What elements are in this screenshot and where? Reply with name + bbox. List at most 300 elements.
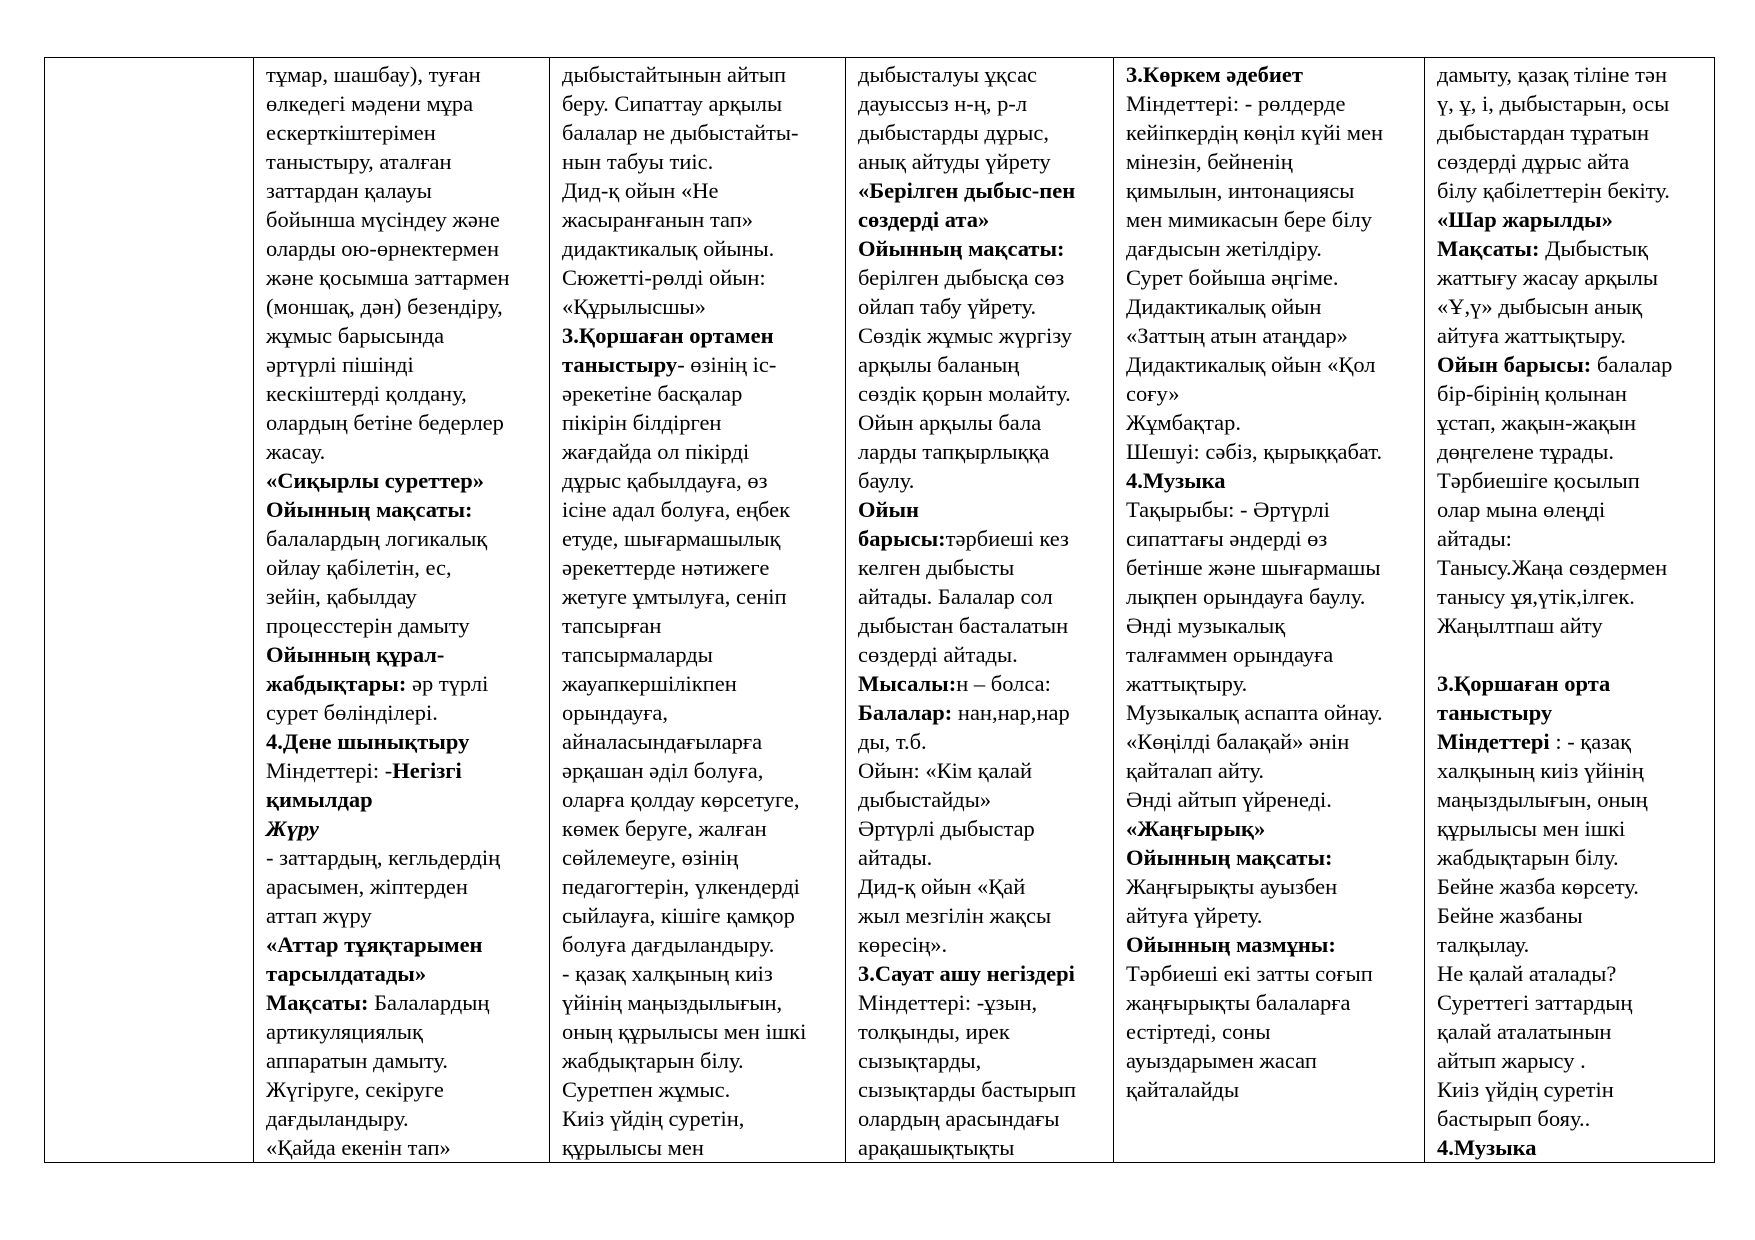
text-line	[858, 1046, 1103, 1075]
text-line	[1126, 60, 1414, 89]
text-line	[266, 785, 539, 814]
text-line	[562, 466, 835, 495]
table-cell-col3	[846, 58, 1114, 1163]
text-line	[1126, 379, 1414, 408]
text-run: Жаңғырықты ауызбен	[1126, 874, 1338, 899]
text-run: тарсылдатады»	[266, 961, 427, 986]
text-line	[1437, 1046, 1704, 1075]
text-line	[858, 292, 1103, 321]
text-run: «Сиқырлы суреттер»	[266, 468, 485, 493]
text-run: Тақырыбы: - Әртүрлі	[1126, 497, 1330, 522]
text-run: айналасындағыларға	[562, 729, 763, 754]
text-run: тапсырған	[562, 613, 662, 638]
text-line	[266, 466, 539, 495]
text-run: жетуге ұмтылуға, сеніп	[562, 584, 787, 609]
text-line	[1437, 437, 1704, 466]
text-run: берілген дыбысқа сөз	[858, 265, 1065, 290]
text-run: 3.Көркем әдебиет	[1126, 62, 1303, 87]
text-line	[266, 959, 539, 988]
text-line	[266, 669, 539, 698]
text-run: Сюжетті-рөлді ойын:	[562, 265, 766, 290]
text-line	[562, 176, 835, 205]
text-run: «Ұ,ү» дыбысын анық	[1437, 294, 1643, 319]
text-line	[1126, 292, 1414, 321]
text-line	[266, 292, 539, 321]
text-run: айтады. Балалар сол	[858, 584, 1053, 609]
text-run: Мысалы:	[858, 671, 957, 696]
table-cell-col5	[1425, 58, 1715, 1163]
text-run: жабдықтарын білу.	[1437, 845, 1619, 870]
text-run: айтуға үйрету.	[1126, 903, 1263, 928]
text-run: баулу.	[858, 468, 915, 493]
text-run: Танысу.Жаңа сөздермен	[1437, 555, 1668, 580]
text-run: 3.Сауат ашу негіздері	[858, 961, 1075, 986]
text-line	[562, 669, 835, 698]
text-run: айтады.	[858, 845, 933, 870]
text-run: жағдайда ол пікірді	[562, 439, 750, 464]
text-line	[562, 1017, 835, 1046]
text-run: «Берілген дыбыс-пен	[858, 178, 1076, 203]
text-run: таныстыру	[562, 352, 678, 377]
text-run: Ойынның мақсаты:	[858, 236, 1065, 261]
table-cell-col4	[1114, 58, 1425, 1163]
text-run: Бейне жазба көрсету.	[1437, 874, 1639, 899]
text-run: сөздерді айтады.	[858, 642, 1018, 667]
text-line	[1126, 611, 1414, 640]
table-row	[45, 58, 1715, 1163]
text-run: құрылысы мен	[562, 1135, 704, 1160]
text-line	[266, 1017, 539, 1046]
text-line	[562, 379, 835, 408]
text-run: Сөздік жұмыс жүргізу	[858, 323, 1072, 348]
lesson-plan-table	[44, 57, 1715, 1163]
text-run: нын табуы тиіс.	[562, 149, 714, 174]
text-run: көресің».	[858, 932, 948, 957]
text-line	[562, 118, 835, 147]
text-run: жұмыс барысында	[266, 323, 445, 348]
text-line	[266, 930, 539, 959]
text-line	[1437, 756, 1704, 785]
text-run: талқылау.	[1437, 932, 1530, 957]
text-line	[562, 263, 835, 292]
text-line	[1437, 901, 1704, 930]
text-line	[858, 785, 1103, 814]
text-line	[1126, 553, 1414, 582]
text-line	[1126, 524, 1414, 553]
text-line	[1437, 524, 1704, 553]
text-line	[1126, 727, 1414, 756]
text-line	[1437, 669, 1704, 698]
text-run: Жұмбақтар.	[1126, 410, 1241, 435]
text-run: - қазақ халқының киіз	[562, 961, 773, 986]
text-run: барысы:	[858, 526, 946, 551]
text-line	[1126, 698, 1414, 727]
text-line	[858, 756, 1103, 785]
text-line	[1126, 1075, 1414, 1104]
text-line	[858, 118, 1103, 147]
text-line	[1437, 466, 1704, 495]
text-line	[562, 408, 835, 437]
text-line	[266, 205, 539, 234]
text-run: Дидактикалық ойын	[1126, 294, 1322, 319]
text-run: Суреттегі заттардың	[1437, 990, 1633, 1015]
text-line	[266, 988, 539, 1017]
text-run: ескерткіштерімен	[266, 120, 436, 145]
text-line	[562, 205, 835, 234]
text-line	[562, 292, 835, 321]
text-run: көмек беруге, жалған	[562, 816, 767, 841]
text-line	[1126, 495, 1414, 524]
text-line	[858, 1133, 1103, 1162]
text-line	[1126, 350, 1414, 379]
text-run: - заттардың, кегльдердің	[266, 845, 501, 870]
text-run: ды, т.б.	[858, 729, 927, 754]
text-run: Міндеттері: - рөлдерде	[1126, 91, 1346, 116]
text-line	[562, 727, 835, 756]
text-run: жасау.	[266, 439, 326, 464]
text-run: 3.Қоршаған ортамен	[562, 323, 774, 348]
text-line	[266, 814, 539, 843]
text-run: бетінше және шығармашы	[1126, 555, 1381, 580]
text-line	[266, 640, 539, 669]
text-line	[1437, 1017, 1704, 1046]
text-run: Дид-қ ойын «Қай	[858, 874, 1026, 899]
text-line	[858, 350, 1103, 379]
text-run: «Шар жарылды»	[1437, 207, 1613, 232]
text-run: сурет бөлінділері.	[266, 700, 438, 725]
text-run: Әртүрлі дыбыстар	[858, 816, 1035, 841]
text-run: оларға қолдау көрсетуге,	[562, 787, 800, 812]
text-run: артикуляциялық	[266, 1019, 423, 1044]
text-line	[1437, 89, 1704, 118]
text-run: жаңғырықты балаларға	[1126, 990, 1351, 1015]
text-line	[1437, 147, 1704, 176]
text-run: кейіпкердің көңіл күйі мен	[1126, 120, 1384, 145]
text-line	[266, 698, 539, 727]
text-line	[1126, 930, 1414, 959]
text-run: Дыбыстық	[1539, 236, 1649, 261]
text-run: Сурет бойыша әңгіме.	[1126, 265, 1339, 290]
text-run: нан,нар,нар	[952, 700, 1070, 725]
text-line	[266, 553, 539, 582]
text-run: Ойынның мазмұны:	[1126, 932, 1336, 957]
text-line	[858, 814, 1103, 843]
text-line	[266, 901, 539, 930]
text-line	[858, 60, 1103, 89]
text-line	[858, 988, 1103, 1017]
text-line	[266, 437, 539, 466]
text-run: дұрыс қабылдауға, өз	[562, 468, 768, 493]
text-line	[858, 901, 1103, 930]
text-line	[266, 176, 539, 205]
text-run: арақашықтықты	[858, 1135, 1015, 1160]
text-line	[562, 234, 835, 263]
text-line	[1126, 205, 1414, 234]
text-line	[858, 611, 1103, 640]
text-line	[1437, 553, 1704, 582]
text-line	[1126, 466, 1414, 495]
text-line	[1437, 640, 1704, 669]
text-run: жаттығу жасау арқылы	[1437, 265, 1658, 290]
text-line	[562, 698, 835, 727]
text-line	[1437, 1104, 1704, 1133]
text-line	[1126, 234, 1414, 263]
text-line	[1437, 843, 1704, 872]
text-run: 3.Қоршаған орта	[1437, 671, 1611, 696]
text-run: (моншақ, дән) безендіру,	[266, 294, 503, 319]
text-line	[1437, 611, 1704, 640]
text-line	[1126, 669, 1414, 698]
text-run: Бейне жазбаны	[1437, 903, 1583, 928]
text-line	[562, 611, 835, 640]
text-line	[1126, 872, 1414, 901]
text-run: Ойын	[858, 497, 919, 522]
text-run: : - қазақ	[1549, 729, 1632, 754]
text-line	[1126, 147, 1414, 176]
text-line	[1437, 727, 1704, 756]
text-line	[858, 495, 1103, 524]
text-run: дауыссыз н-ң, р-л	[858, 91, 1028, 116]
text-run: әрекеттерде нәтижеге	[562, 555, 770, 580]
text-run: мен мимикасын бере білу	[1126, 207, 1372, 232]
text-run: 4.Дене шынықтыру	[266, 729, 470, 754]
text-line	[562, 814, 835, 843]
text-line	[266, 89, 539, 118]
text-run: мінезін, бейненің	[1126, 149, 1293, 174]
text-run: пікірін білдірген	[562, 410, 722, 435]
text-run: арқылы баланың	[858, 352, 1020, 377]
text-run: қимылдар	[266, 787, 373, 812]
text-line	[1437, 814, 1704, 843]
text-run: ісіне адал болуға, еңбек	[562, 497, 791, 522]
text-run: дыбыстайды»	[858, 787, 992, 812]
text-line	[266, 872, 539, 901]
text-line	[266, 1104, 539, 1133]
text-line	[858, 408, 1103, 437]
text-run: Жүру	[266, 816, 319, 841]
text-run: орындауға,	[562, 700, 669, 725]
text-run: Дид-қ ойын «Не	[562, 178, 719, 203]
text-line	[858, 698, 1103, 727]
text-run: ойлау қабілетін, ес,	[266, 555, 452, 580]
text-line	[1437, 350, 1704, 379]
text-run: Жүгіруге, секіруге	[266, 1077, 444, 1102]
text-run: естіртеді, соны	[1126, 1019, 1271, 1044]
text-line	[1126, 582, 1414, 611]
text-run: таныстыру, аталған	[266, 149, 452, 174]
text-line	[1437, 60, 1704, 89]
text-line	[858, 176, 1103, 205]
text-line	[858, 1104, 1103, 1133]
text-line	[858, 959, 1103, 988]
text-run: «Аттар тұяқтарымен	[266, 932, 483, 957]
text-run: өлкедегі мәдени мұра	[266, 91, 474, 116]
text-line	[266, 350, 539, 379]
text-run: Балалар:	[858, 700, 953, 725]
text-run: сөздік қорын молайту.	[858, 381, 1071, 406]
text-run: Ойынның құрал-	[266, 642, 445, 667]
text-line	[858, 553, 1103, 582]
text-line	[858, 1017, 1103, 1046]
text-run: халқының киіз үйінің	[1437, 758, 1644, 783]
text-line	[1126, 901, 1414, 930]
text-run: процесстерін дамыту	[266, 613, 470, 638]
text-line	[562, 60, 835, 89]
text-line	[562, 582, 835, 611]
text-run: балалардың логикалық	[266, 526, 488, 551]
text-line	[858, 843, 1103, 872]
text-line	[1126, 785, 1414, 814]
text-run: оларды ою-өрнектермен	[266, 236, 500, 261]
text-run: білу қабілеттерін бекіту.	[1437, 178, 1670, 203]
text-run: әрқашан әділ болуға,	[562, 758, 764, 783]
text-line	[858, 582, 1103, 611]
text-line	[858, 466, 1103, 495]
text-run: тапсырмаларды	[562, 642, 713, 667]
text-run: ларды тапқырлыққа	[858, 439, 1050, 464]
text-run: болуға дағдыландыру.	[562, 932, 775, 957]
text-line	[1437, 988, 1704, 1017]
text-line	[266, 495, 539, 524]
text-line	[562, 350, 835, 379]
text-run: «Көңілді балақай» әнін	[1126, 729, 1350, 754]
text-run: ұстап, жақын-жақын	[1437, 410, 1637, 435]
text-run: тұмар, шашбау), туған	[266, 62, 481, 87]
text-run: Ойын: «Кім қалай	[858, 758, 1033, 783]
text-line	[1126, 756, 1414, 785]
text-run: келген дыбысты	[858, 555, 1015, 580]
text-run: н – болса:	[956, 671, 1051, 696]
text-line	[1437, 263, 1704, 292]
text-run: дамыту, қазақ тіліне тән	[1437, 62, 1667, 87]
text-run: әрекетіне басқалар	[562, 381, 743, 406]
text-run: жабдықтарын білу.	[562, 1048, 744, 1073]
text-run: Киіз үйдің суретін	[1437, 1077, 1614, 1102]
text-line	[858, 640, 1103, 669]
text-line	[858, 379, 1103, 408]
text-line	[1126, 263, 1414, 292]
text-run: жаттықтыру.	[1126, 671, 1248, 696]
text-run: әртүрлі пішінді	[266, 352, 414, 377]
text-run: талғаммен орындауға	[1126, 642, 1334, 667]
text-line	[562, 495, 835, 524]
text-line	[1437, 379, 1704, 408]
text-run: Мақсаты:	[1437, 236, 1540, 261]
text-run: анық айтуды үйрету	[858, 149, 1051, 174]
empty-label-cell	[45, 58, 254, 1163]
text-line	[562, 1046, 835, 1075]
text-run: дыбыстарды дұрыс,	[858, 120, 1050, 145]
text-run: етуде, шығармашылық	[562, 526, 781, 551]
text-run: ү, ұ, і, дыбыстарын, осы	[1437, 91, 1670, 116]
text-line	[858, 1075, 1103, 1104]
text-line	[562, 756, 835, 785]
text-line	[1437, 292, 1704, 321]
text-run: жауапкершілікпен	[562, 671, 737, 696]
text-line	[1126, 437, 1414, 466]
text-line	[562, 872, 835, 901]
text-line	[562, 147, 835, 176]
text-line	[1126, 640, 1414, 669]
text-run: Ойынның мақсаты:	[1126, 845, 1333, 870]
text-line	[858, 930, 1103, 959]
text-run: дыбыстан басталатын	[858, 613, 1069, 638]
text-run: ауыздарымен жасап	[1126, 1048, 1317, 1073]
text-line	[1437, 959, 1704, 988]
text-run: «Қайда екенін тап»	[266, 1135, 451, 1160]
text-run: дағдыландыру.	[266, 1106, 409, 1131]
text-run: сызықтарды,	[858, 1048, 982, 1073]
text-run: Киіз үйдің суретін,	[562, 1106, 745, 1131]
text-run: - өзінің іс-	[677, 352, 777, 377]
text-line	[1126, 89, 1414, 118]
text-run: Не қалай аталады?	[1437, 961, 1617, 986]
text-run: Музыкалық аспапта ойнау.	[1126, 700, 1383, 725]
text-run: дыбыстардан тұратын	[1437, 120, 1649, 145]
text-run: кескіштерді қолдану,	[266, 381, 467, 406]
text-line	[562, 640, 835, 669]
text-run: қайталап айту.	[1126, 758, 1265, 783]
text-line	[858, 89, 1103, 118]
text-run: Суретпен жұмыс.	[562, 1077, 731, 1102]
text-line	[266, 379, 539, 408]
text-run: 4.Музыка	[1126, 468, 1226, 493]
text-line	[858, 727, 1103, 756]
text-line	[266, 611, 539, 640]
text-run: Тәрбиешіге қосылып	[1437, 468, 1640, 493]
text-line	[1126, 321, 1414, 350]
text-line	[562, 843, 835, 872]
text-run: аттап жүру	[266, 903, 372, 928]
text-line	[1437, 321, 1704, 350]
text-run: бір-бірінің қолынан	[1437, 381, 1627, 406]
text-line	[562, 437, 835, 466]
text-run: бастырып бояу..	[1437, 1106, 1591, 1131]
text-run: соғу»	[1126, 381, 1180, 406]
text-run: арасымен, жіптерден	[266, 874, 468, 899]
text-line	[562, 988, 835, 1017]
text-run: маңыздылығын, оның	[1437, 787, 1648, 812]
text-run: дыбысталуы ұқсас	[858, 62, 1038, 87]
text-line	[1126, 843, 1414, 872]
text-line	[1437, 118, 1704, 147]
text-run: Ойын барысы:	[1437, 352, 1592, 377]
text-run: олардың арасындағы	[858, 1106, 1060, 1131]
text-run: айтып жарысу .	[1437, 1048, 1586, 1073]
text-run: Мақсаты:	[266, 990, 369, 1015]
text-run: «Заттың атын атаңдар»	[1126, 323, 1348, 348]
text-run: олардың бетіне бедерлер	[266, 410, 504, 435]
text-line	[266, 263, 539, 292]
text-run: танысу ұя,үтік,ілгек.	[1437, 584, 1635, 609]
text-line	[1437, 1075, 1704, 1104]
text-run: олар мына өлеңді	[1437, 497, 1606, 522]
text-line	[562, 901, 835, 930]
text-run: айтуға жаттықтыру.	[1437, 323, 1626, 348]
text-line	[1126, 408, 1414, 437]
text-run: бойынша мүсіндеу және	[266, 207, 500, 232]
text-run: сөздерді дұрыс айта	[1437, 149, 1630, 174]
text-run: дөңгелене тұрады.	[1437, 439, 1615, 464]
text-line	[266, 1046, 539, 1075]
text-line	[266, 1075, 539, 1104]
text-run: әр түрлі	[406, 671, 489, 696]
text-line	[266, 147, 539, 176]
text-line	[1437, 176, 1704, 205]
text-run: құрылысы мен ішкі	[1437, 816, 1626, 841]
text-line	[858, 321, 1103, 350]
text-run: Әнді музыкалық	[1126, 613, 1286, 638]
